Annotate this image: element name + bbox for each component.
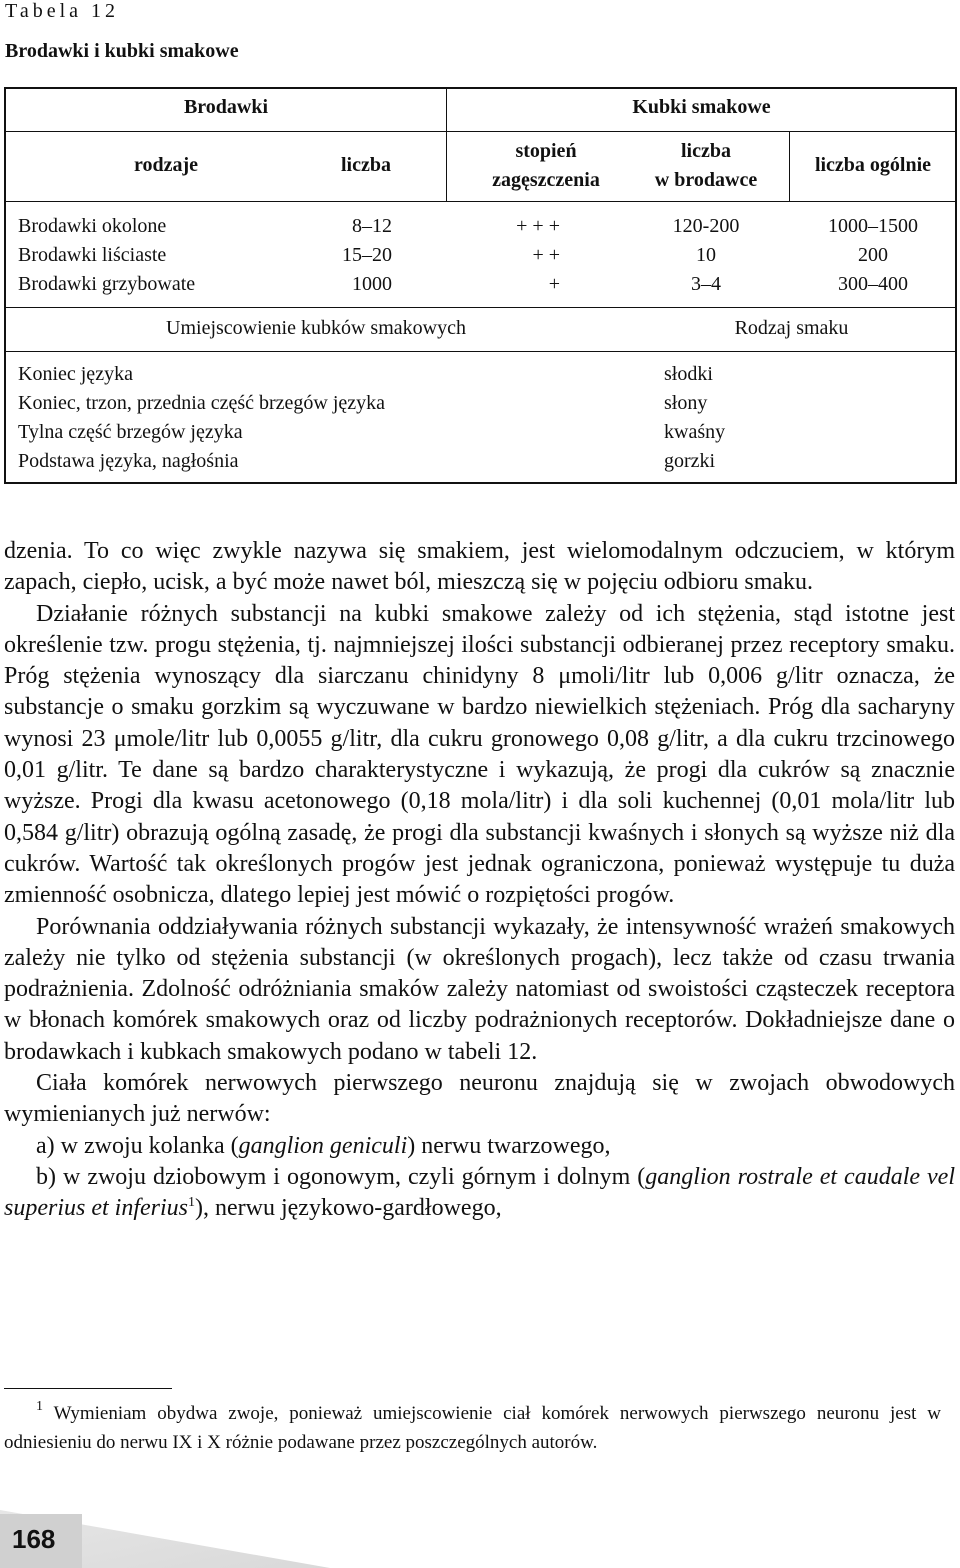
- row-2-stopien: + +: [532, 244, 560, 266]
- taste-buds-table: [4, 87, 957, 484]
- location-4: Podstawa języka, nagłośnia: [18, 450, 239, 472]
- row-2-w-brodawce: 10: [696, 244, 716, 266]
- taste-1: słodki: [664, 363, 713, 385]
- group-header-kubki: Kubki smakowe: [632, 96, 771, 118]
- list-item-b-pre: b) w zwoju dziobowym i ogonowym, czyli górnym i dolnym (: [36, 1163, 646, 1190]
- divider: [6, 307, 957, 308]
- row-3-rodzaj: Brodawki grzybowate: [18, 273, 196, 295]
- table-title: Brodawki i kubki smakowe: [5, 40, 239, 62]
- list-item-b: [4, 1162, 955, 1225]
- row-3-ogolnie: 300–400: [838, 273, 908, 295]
- taste-3: kwaśny: [664, 421, 726, 443]
- row-1-liczba: 8–12: [352, 215, 392, 237]
- list-item-a: [4, 1131, 955, 1162]
- divider: [6, 131, 957, 132]
- footnote-mark: 1: [36, 1399, 43, 1414]
- footnote-text: Wymieniam obydwa zwoje, ponieważ umiejscowienie ciał komórek nerwowych pierwszego neuronu jest w odniesieniu do nerwu IX i X różnie podawane przez poszczególnych autorów.: [4, 1403, 941, 1453]
- list-item-a-latin: ganglion geniculi: [238, 1132, 408, 1159]
- row-1-rodzaj: Brodawki okolone: [18, 215, 167, 237]
- divider: [6, 201, 957, 202]
- location-2: Koniec, trzon, przednia część brzegów języka: [18, 392, 386, 414]
- row-3-liczba: 1000: [352, 273, 392, 295]
- divider: [6, 351, 957, 352]
- body-text: [4, 536, 955, 1225]
- col-header-rodzaje: rodzaje: [133, 154, 199, 176]
- location-3: Tylna część brzegów języka: [18, 421, 243, 443]
- list-item-b-latin: ganglion rostrale et caudale vel superius et inferius: [4, 1163, 956, 1222]
- col-header-liczba-w-1: liczba: [681, 140, 731, 162]
- location-1: Koniec języka: [18, 363, 133, 385]
- row-3-w-brodawce: 3–4: [691, 273, 721, 295]
- list-item-a-pre: a) w zwoju kolanka (: [36, 1132, 239, 1159]
- taste-4: gorzki: [664, 450, 716, 472]
- col-header-stopien-1: stopień: [515, 140, 577, 162]
- list-item-a-post: ) nerwu twarzowego,: [407, 1132, 611, 1159]
- table-label: Tabela 12: [5, 0, 120, 22]
- row-1-w-brodawce: 120-200: [672, 215, 740, 237]
- row-2-liczba: 15–20: [342, 244, 392, 266]
- taste-2: słony: [664, 392, 708, 414]
- list-item-b-post: ), nerwu językowo-gardłowego,: [195, 1195, 502, 1222]
- divider: [446, 89, 447, 201]
- row-2-ogolnie: 200: [858, 244, 888, 266]
- paragraph-1: dzenia. To co więc zwykle nazywa się smakiem, jest wielomodalnym odczuciem, w którym zapach, ciepło, ucisk, a być może nawet ból, mieszczą się w pojęciu odbioru smaku.: [4, 538, 955, 596]
- footnote: [4, 1399, 941, 1457]
- page-number: 168: [12, 1524, 56, 1554]
- paragraph-2: Działanie różnych substancji na kubki smakowe zależy od ich stężenia, stąd istotne jest określenie tzw. progu stężenia, tj. najmniejszej ilości substancji odbieranej przez receptory smaku. Próg stężenia wynoszący dla siarczanu chinidyny 8 μmoli/litr lub 0,006 g/litr oznacza, że substancje o smaku gorzkim są wyczuwane w bardzo niewielkich stężeniach. Próg dla sacharyny wynosi 23 μmole/litr lub 0,0055 g/litr, dla cukru gronowego 0,08 g/litr, a dla cukru trzcinowego 0,01 g/litr. Te dane są bardzo charakterystyczne i wykazują, że progi dla cukrów są znacznie wyższe. Progi dla kwasu acetonowego (0,18 mola/litr) i dla soli kuchennej (0,01 mola/litr lub 0,584 g/litr) obrazują ogólną zasadę, że progi dla substancji kwaśnych i słonych są wyższe niż dla cukrów. Wartość tak określonych progów jest jednak ograniczona, ponieważ występuje tu duża zmienność osobnicza, dlatego lepiej jest mówić o rozpiętości progów.: [4, 600, 955, 909]
- paragraph-4: Ciała komórek nerwowych pierwszego neuronu znajdują się w zwojach obwodowych wymienianych już nerwów:: [4, 1070, 955, 1128]
- row-2-rodzaj: Brodawki liściaste: [18, 244, 167, 266]
- header-rodzaj-smaku: Rodzaj smaku: [734, 317, 849, 339]
- footnote-rule: [4, 1388, 172, 1389]
- group-header-brodawki: Brodawki: [183, 96, 269, 118]
- col-header-liczba-ogolnie: liczba ogólnie: [814, 154, 932, 176]
- row-1-stopien: + + +: [516, 215, 560, 237]
- row-1-ogolnie: 1000–1500: [828, 215, 918, 237]
- row-3-stopien: +: [548, 273, 560, 295]
- header-umiejscowienie: Umiejscowienie kubków smakowych: [166, 317, 466, 339]
- footnote-reference[interactable]: 1: [188, 1195, 195, 1211]
- col-header-stopien-2: zagęszczenia: [492, 169, 600, 191]
- paragraph-3: Porównania oddziaływania różnych substancji wykazały, że intensywność wrażeń smakowych zależy nie tylko od stężenia substancji (w określonych progach), lecz także od czasu trwania podrażnienia. Zdolność odróżniania smaków zależy natomiast od swoistości cząsteczek receptora w błonach komórek smakowych oraz od liczby podrażnionych receptorów. Dokładniejsze dane o brodawkach i kubkach smakowych podano w tabeli 12.: [4, 913, 955, 1065]
- divider: [789, 131, 790, 201]
- col-header-liczba: liczba: [341, 154, 391, 176]
- col-header-liczba-w-2: w brodawce: [654, 169, 758, 191]
